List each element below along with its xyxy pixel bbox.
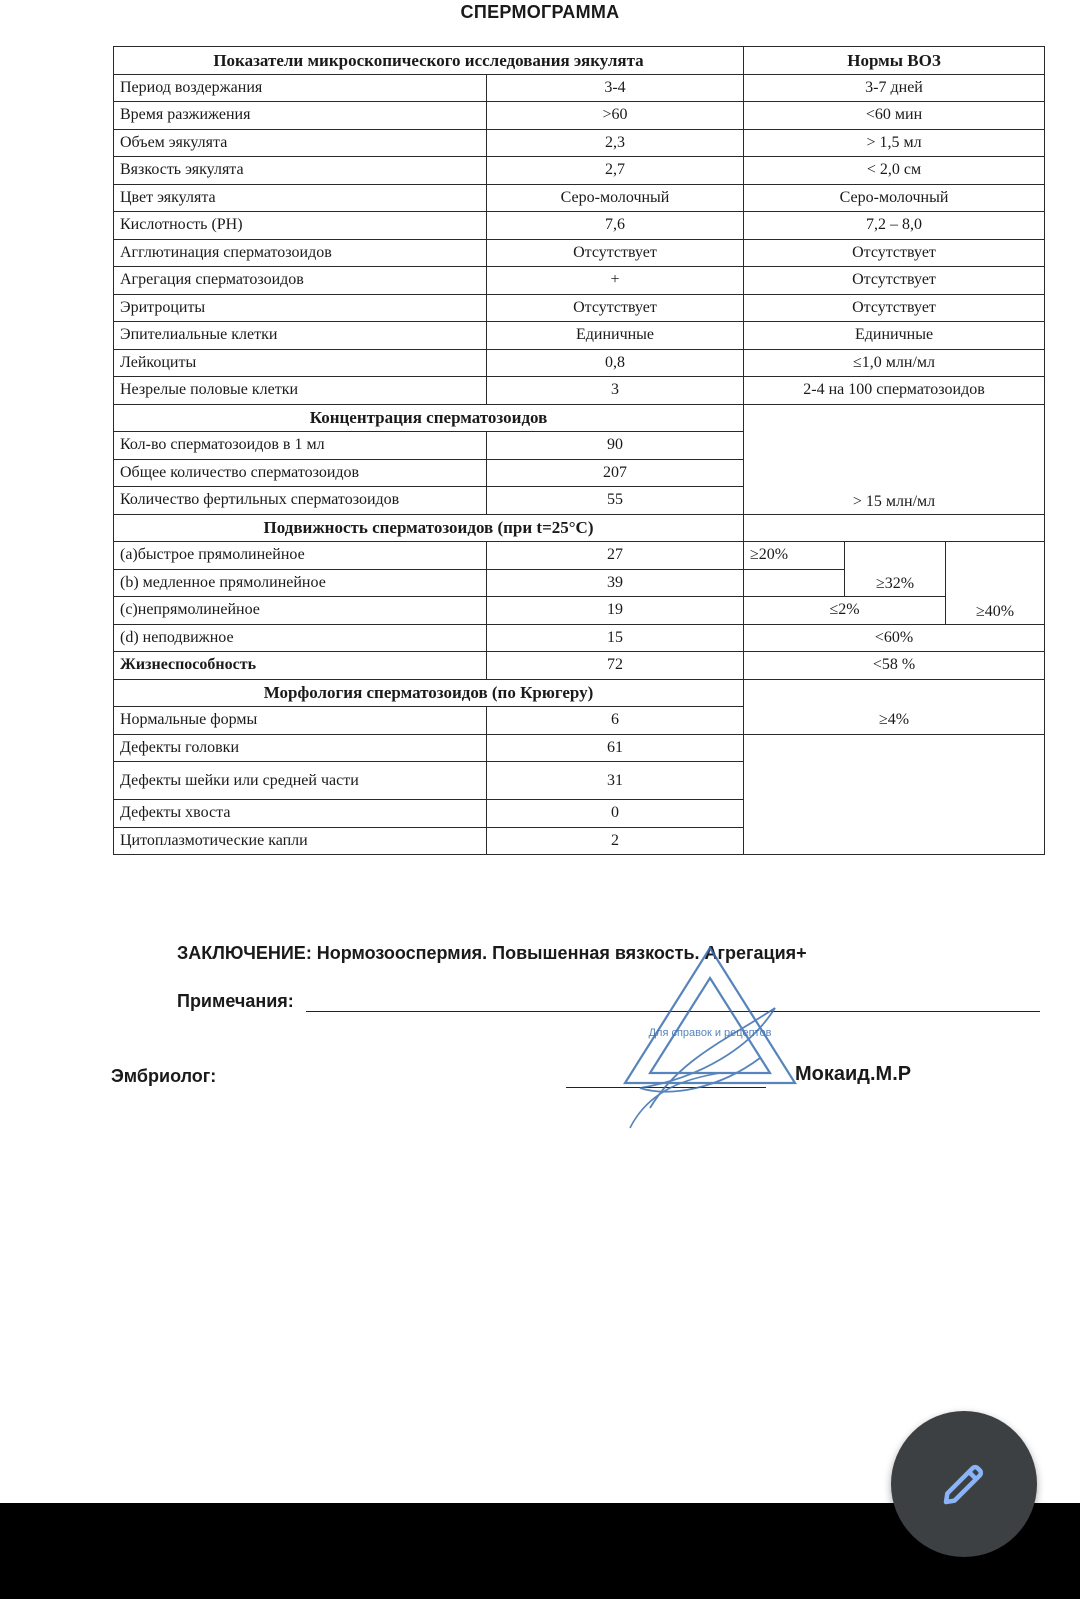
row-value: 207 bbox=[487, 459, 744, 487]
row-label: Количество фертильных сперматозоидов bbox=[114, 487, 487, 515]
row-value: 0 bbox=[487, 800, 744, 828]
row-label: Жизнеспособность bbox=[114, 652, 487, 680]
morphology-norm: ≥4% bbox=[744, 707, 1045, 735]
table-row bbox=[114, 294, 1045, 322]
row-label: (c)непрямолинейное bbox=[114, 597, 487, 625]
table-row bbox=[114, 74, 1045, 102]
section-header-row bbox=[114, 404, 1045, 432]
row-norm: < 2,0 см bbox=[744, 157, 1045, 185]
table-row bbox=[114, 597, 1045, 625]
row-norm: <60 мин bbox=[744, 102, 1045, 130]
row-label: Лейкоциты bbox=[114, 349, 487, 377]
row-value: 31 bbox=[487, 762, 744, 800]
pencil-icon bbox=[937, 1457, 991, 1511]
row-value: 39 bbox=[487, 569, 744, 597]
table-row bbox=[114, 212, 1045, 240]
header-param: Показатели микроскопического исследования эякулята bbox=[114, 47, 744, 75]
table-row bbox=[114, 624, 1045, 652]
table-row bbox=[114, 239, 1045, 267]
row-label: Дефекты шейки или средней части bbox=[114, 762, 487, 800]
row-label: Кислотность (PH) bbox=[114, 212, 487, 240]
row-label: Дефекты головки bbox=[114, 734, 487, 762]
table-row bbox=[114, 129, 1045, 157]
conclusion: ЗАКЛЮЧЕНИЕ: Нормозооспермия. Повышенная вязкость. Агрегация+ bbox=[177, 943, 807, 963]
row-label: Дефекты хвоста bbox=[114, 800, 487, 828]
row-norm: Единичные bbox=[744, 322, 1045, 350]
row-norm: Серо-молочный bbox=[744, 184, 1045, 212]
row-value: + bbox=[487, 267, 744, 295]
table-row bbox=[114, 102, 1045, 130]
row-value: 15 bbox=[487, 624, 744, 652]
row-label: Вязкость эякулята bbox=[114, 157, 487, 185]
row-value: 2 bbox=[487, 827, 744, 855]
row-value: 55 bbox=[487, 487, 744, 515]
spermogram-table bbox=[113, 46, 1045, 855]
row-label: Цвет эякулята bbox=[114, 184, 487, 212]
row-label: Общее количество сперматозоидов bbox=[114, 459, 487, 487]
row-value: 72 bbox=[487, 652, 744, 680]
row-value: Серо-молочный bbox=[487, 184, 744, 212]
morphology-heading: Морфология сперматозоидов (по Крюгеру) bbox=[114, 679, 744, 707]
empty-norm-cell bbox=[744, 514, 1045, 542]
edit-fab-button[interactable] bbox=[891, 1411, 1037, 1557]
table-row bbox=[114, 707, 1045, 735]
norm-a: ≥20% bbox=[744, 542, 845, 570]
concentration-heading: Концентрация сперматозоидов bbox=[114, 404, 744, 432]
section-header-row bbox=[114, 514, 1045, 542]
table-row bbox=[114, 377, 1045, 405]
table-row bbox=[114, 184, 1045, 212]
row-value: 3-4 bbox=[487, 74, 744, 102]
stamp-text: Для справок и рецептов bbox=[648, 1027, 772, 1039]
row-value: 6 bbox=[487, 707, 744, 735]
row-norm: Отсутствует bbox=[744, 294, 1045, 322]
table-row bbox=[114, 652, 1045, 680]
empty-norm-cell bbox=[744, 404, 1045, 432]
row-value: 2,3 bbox=[487, 129, 744, 157]
notes-label: Примечания: bbox=[177, 991, 294, 1011]
row-label: Агрегация сперматозоидов bbox=[114, 267, 487, 295]
norm-d: <60% bbox=[744, 624, 1045, 652]
section-header-row bbox=[114, 679, 1045, 707]
norm-ab: ≥32% bbox=[845, 542, 946, 597]
row-value: 0,8 bbox=[487, 349, 744, 377]
document-title: СПЕРМОГРАММА bbox=[460, 2, 620, 22]
row-norm: 2-4 на 100 сперматозоидов bbox=[744, 377, 1045, 405]
norm-viability: <58 % bbox=[744, 652, 1045, 680]
row-value: 19 bbox=[487, 597, 744, 625]
motility-heading: Подвижность сперматозоидов (при t=25°C) bbox=[114, 514, 744, 542]
table-row bbox=[114, 322, 1045, 350]
table-row bbox=[114, 734, 1045, 762]
table-header-row bbox=[114, 47, 1045, 75]
norm-c: ≤2% bbox=[744, 597, 946, 625]
norm-abc: ≥40% bbox=[946, 542, 1045, 625]
row-value: Отсутствует bbox=[487, 294, 744, 322]
table-row bbox=[114, 542, 1045, 570]
row-label: Время разжижения bbox=[114, 102, 487, 130]
row-norm: Отсутствует bbox=[744, 239, 1045, 267]
row-label: Эритроциты bbox=[114, 294, 487, 322]
header-norm: Нормы ВОЗ bbox=[744, 47, 1045, 75]
row-value: 61 bbox=[487, 734, 744, 762]
row-label: Объем эякулята bbox=[114, 129, 487, 157]
row-norm: 7,2 – 8,0 bbox=[744, 212, 1045, 240]
table-row bbox=[114, 432, 1045, 460]
row-value: 7,6 bbox=[487, 212, 744, 240]
row-value: 2,7 bbox=[487, 157, 744, 185]
table-row bbox=[114, 267, 1045, 295]
table-row bbox=[114, 157, 1045, 185]
embryologist-name: Мокаид.М.Р bbox=[795, 1063, 912, 1085]
concentration-norm: > 15 млн/мл bbox=[744, 432, 1045, 515]
row-norm: > 1,5 мл bbox=[744, 129, 1045, 157]
row-label: (d) неподвижное bbox=[114, 624, 487, 652]
row-label: Кол-во сперматозоидов в 1 мл bbox=[114, 432, 487, 460]
row-label: Агглютинация сперматозоидов bbox=[114, 239, 487, 267]
table-row bbox=[114, 349, 1045, 377]
row-label: Нормальные формы bbox=[114, 707, 487, 735]
row-label: Цитоплазмотические капли bbox=[114, 827, 487, 855]
row-label: Незрелые половые клетки bbox=[114, 377, 487, 405]
row-value: >60 bbox=[487, 102, 744, 130]
row-value: Отсутствует bbox=[487, 239, 744, 267]
empty-norm-cell bbox=[744, 734, 1045, 855]
row-norm: Отсутствует bbox=[744, 267, 1045, 295]
row-value: 27 bbox=[487, 542, 744, 570]
stamp-icon bbox=[610, 938, 810, 1138]
empty-norm-cell bbox=[744, 569, 845, 597]
row-value: 3 bbox=[487, 377, 744, 405]
row-label: Период воздержания bbox=[114, 74, 487, 102]
row-norm: 3-7 дней bbox=[744, 74, 1045, 102]
row-value: 90 bbox=[487, 432, 744, 460]
row-value: Единичные bbox=[487, 322, 744, 350]
row-norm: ≤1,0 млн/мл bbox=[744, 349, 1045, 377]
row-label: (b) медленное прямолинейное bbox=[114, 569, 487, 597]
row-label: (a)быстрое прямолинейное bbox=[114, 542, 487, 570]
empty-norm-cell bbox=[744, 679, 1045, 707]
row-label: Эпителиальные клетки bbox=[114, 322, 487, 350]
embryologist-label: Эмбриолог: bbox=[111, 1066, 217, 1086]
